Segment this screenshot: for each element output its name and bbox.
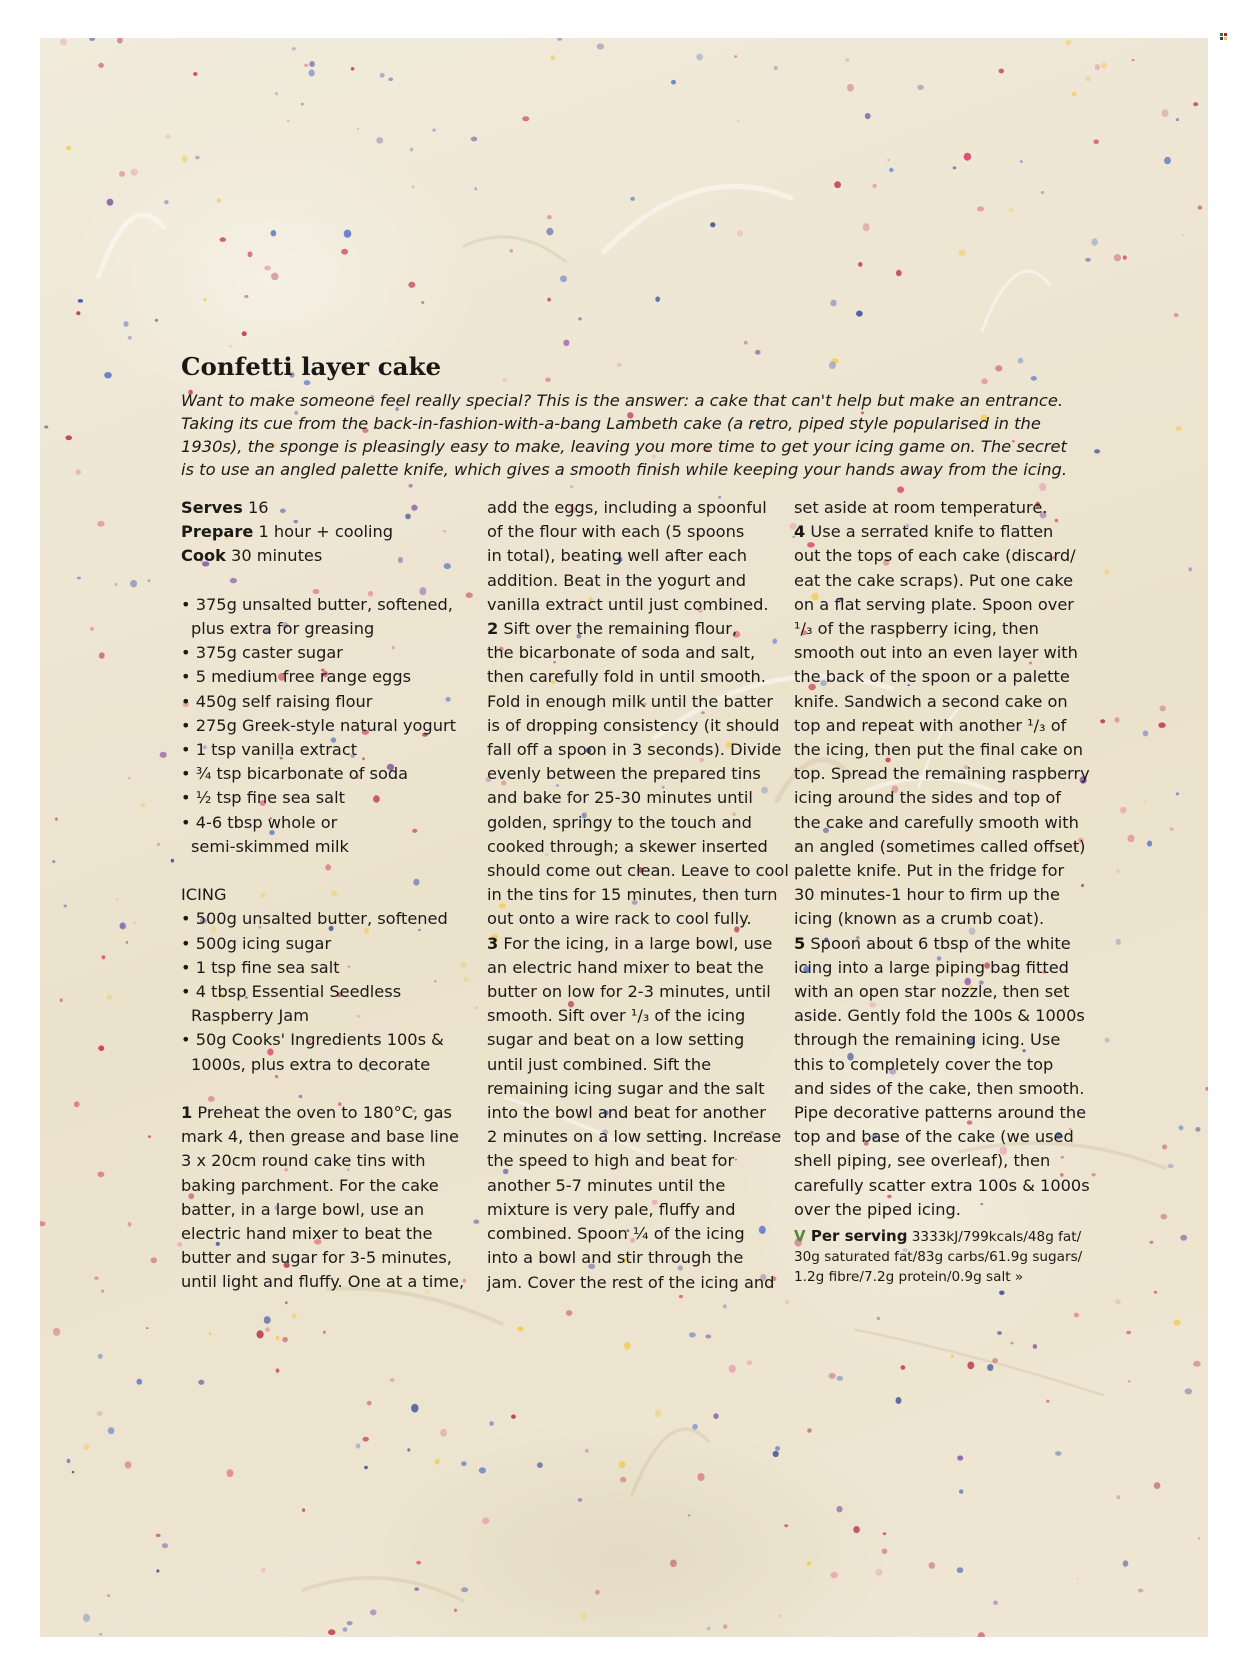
nutrition-text: 3333kJ/799kcals/48g fat/	[907, 1229, 1082, 1246]
step-number: 5	[794, 933, 806, 953]
step-line: until light and fluffy. One at a time,	[181, 1272, 465, 1292]
icing-line: • 1 tsp fine sea salt	[181, 957, 340, 977]
cook-line	[181, 544, 459, 568]
intro-line: 1930s), the sponge is pleasingly easy to make, leaving you more time to get your icing game on. The secret	[181, 437, 1067, 456]
step-line: the bicarbonate of soda and salt,	[487, 643, 756, 663]
step-line: eat the cake scraps). Put one cake	[794, 570, 1074, 590]
step-line: baking parchment. For the cake	[181, 1175, 439, 1195]
corner-color-mark	[1220, 33, 1227, 40]
step-text: Use a serrated knife to flatten	[805, 522, 1054, 542]
step-line: addition. Beat in the yogurt and	[487, 570, 746, 590]
step-line: Fold in enough milk until the batter	[487, 691, 774, 711]
nutrition-line: 1.2g fibre/7.2g protein/0.9g salt »	[794, 1269, 1024, 1286]
step-line	[487, 932, 777, 956]
intro-line: is to use an angled palette knife, which gives a smooth finish while keeping your hands away from the icing.	[181, 460, 1068, 479]
step-line: the speed to high and beat for	[487, 1151, 735, 1171]
serves-line	[181, 496, 459, 520]
step-line: palette knife. Put in the fridge for	[794, 861, 1065, 881]
step-line: cooked through; a skewer inserted	[487, 836, 768, 856]
step-line: icing into a large piping bag fitted	[794, 957, 1069, 977]
step-line: top and repeat with another ¹/₃ of	[794, 715, 1067, 735]
ingredient-line: • 5 medium free range eggs	[181, 667, 412, 687]
nutrition-info	[794, 1226, 1084, 1287]
icing-list	[181, 907, 459, 1076]
prepare-value: 1 hour + cooling	[253, 522, 394, 542]
icing-line: • 500g icing sugar	[181, 933, 332, 953]
step-line: butter on low for 2-3 minutes, until	[487, 982, 771, 1002]
step-line: out onto a wire rack to cool fully.	[487, 909, 752, 929]
step-line: over the piped icing.	[794, 1199, 961, 1219]
ingredient-line: • 275g Greek-style natural yogurt	[181, 715, 456, 735]
step-line: golden, springy to the touch and	[487, 812, 752, 832]
ingredient-line: • ¾ tsp bicarbonate of soda	[181, 764, 409, 784]
step-line: carefully scatter extra 100s & 1000s	[794, 1175, 1090, 1195]
step-line: an angled (sometimes called offset)	[794, 836, 1086, 856]
step-line: fall off a spoon in 3 seconds). Divide	[487, 740, 782, 760]
step-line	[487, 617, 777, 641]
step-line: then carefully fold in until smooth.	[487, 667, 766, 687]
step-line: remaining icing sugar and the salt	[487, 1078, 765, 1098]
column-method-right	[794, 496, 1090, 1287]
step-line: aside. Gently fold the 100s & 1000s	[794, 1006, 1085, 1026]
intro-line: Taking its cue from the back-in-fashion-with-a-bang Lambeth cake (a retro, piped style popularised in the	[181, 414, 1041, 433]
step-line: another 5-7 minutes until the	[487, 1175, 726, 1195]
step-text: For the icing, in a large bowl, use	[498, 933, 773, 953]
step-line: the back of the spoon or a palette	[794, 667, 1070, 687]
step-line: vanilla extract until just combined.	[487, 594, 769, 614]
step-line	[794, 520, 1084, 544]
step-line: electric hand mixer to beat the	[181, 1224, 433, 1244]
step-line: 30 minutes-1 hour to firm up the	[794, 885, 1060, 905]
step-line: shell piping, see overleaf), then	[794, 1151, 1051, 1171]
step-text: Preheat the oven to 180°C, gas	[192, 1103, 452, 1123]
icing-line: • 4 tbsp Essential Seedless	[181, 982, 402, 1002]
step-line: set aside at room temperature.	[794, 498, 1048, 517]
ingredient-line: • ½ tsp fine sea salt	[181, 788, 345, 808]
ingredient-line: • 450g self raising flour	[181, 691, 373, 711]
step-line: of the flour with each (5 spoons	[487, 522, 745, 542]
step-line: and bake for 25-30 minutes until	[487, 788, 753, 808]
step-line: icing around the sides and top of	[794, 788, 1061, 808]
step-number: 3	[487, 933, 499, 953]
recipe-intro	[181, 389, 1091, 481]
serves-label: Serves	[181, 498, 243, 517]
method-step-4	[794, 520, 1090, 931]
step-line: and sides of the cake, then smooth.	[794, 1078, 1085, 1098]
step-line: this to completely cover the top	[794, 1054, 1054, 1074]
step-line: 3 x 20cm round cake tins with	[181, 1151, 426, 1171]
step-line: into a bowl and stir through the	[487, 1248, 744, 1268]
step-line: in the tins for 15 minutes, then turn	[487, 885, 778, 905]
step-line: evenly between the prepared tins	[487, 764, 761, 784]
step-line: combined. Spoon ¼ of the icing	[487, 1224, 745, 1244]
step-line: the cake and carefully smooth with	[794, 812, 1079, 832]
step-text: Spoon about 6 tbsp of the white	[805, 933, 1071, 953]
step-line: 2 minutes on a low setting. Increase	[487, 1127, 782, 1147]
step-line: sugar and beat on a low setting	[487, 1030, 745, 1050]
step-line: until just combined. Sift the	[487, 1054, 712, 1074]
step-line: should come out clean. Leave to cool	[487, 861, 789, 881]
step-line: top. Spread the remaining raspberry	[794, 764, 1090, 784]
method-step-5	[794, 932, 1090, 1222]
intro-line: Want to make someone feel really special? This is the answer: a cake that can't help but make an entrance.	[181, 391, 1064, 410]
nutrition-line: 30g saturated fat/83g carbs/61.9g sugars/	[794, 1249, 1083, 1266]
method-step-2	[487, 617, 789, 932]
prepare-label: Prepare	[181, 522, 254, 542]
step-number: 1	[181, 1103, 193, 1123]
nutrition-line	[794, 1226, 1084, 1247]
step-line	[794, 932, 1084, 956]
ingredient-line: semi-skimmed milk	[191, 836, 349, 856]
step-line: through the remaining icing. Use	[794, 1030, 1061, 1050]
method-step-3	[487, 932, 782, 1295]
ingredient-line: • 375g unsalted butter, softened,	[181, 594, 453, 614]
icing-line: 1000s, plus extra to decorate	[191, 1054, 431, 1074]
step-line: add the eggs, including a spoonful	[487, 498, 767, 517]
step-line: the icing, then put the final cake on	[794, 740, 1084, 760]
ingredient-line: plus extra for greasing	[191, 619, 375, 638]
step-line: ¹/₃ of the raspberry icing, then	[794, 619, 1039, 639]
step-line: into the bowl and beat for another	[487, 1103, 766, 1123]
ingredient-line: • 375g caster sugar	[181, 643, 343, 663]
step-line: is of dropping consistency (it should	[487, 715, 780, 735]
icing-line: • 500g unsalted butter, softened	[181, 909, 448, 929]
step-line: top and base of the cake (we used	[794, 1127, 1074, 1147]
column-method-middle	[487, 496, 789, 1295]
icing-line: • 50g Cooks' Ingredients 100s &	[181, 1030, 444, 1050]
step-line: Pipe decorative patterns around the	[794, 1103, 1087, 1123]
ingredient-line: • 4-6 tbsp whole or	[181, 812, 338, 832]
step-line: mixture is very pale, fluffy and	[487, 1199, 736, 1219]
vegetarian-icon: V	[794, 1227, 806, 1246]
step-number: 4	[794, 522, 806, 542]
prepare-line	[181, 520, 459, 544]
ingredient-line: • 1 tsp vanilla extract	[181, 740, 358, 760]
step-line: in total), beating well after each	[487, 546, 748, 566]
step-line: mark 4, then grease and base line	[181, 1127, 459, 1147]
step-line	[181, 1101, 459, 1125]
serves-value: 16	[242, 498, 269, 517]
step-line: butter and sugar for 3-5 minutes,	[181, 1248, 452, 1268]
step-line: smooth out into an even layer with	[794, 643, 1078, 663]
step-line: jam. Cover the rest of the icing and	[487, 1272, 775, 1292]
step-line: batter, in a large bowl, use an	[181, 1199, 425, 1219]
recipe-title: Confetti layer cake	[181, 352, 442, 381]
cook-label: Cook	[181, 546, 226, 566]
step-text: Sift over the remaining flour,	[498, 619, 738, 639]
icing-line: Raspberry Jam	[191, 1006, 309, 1026]
per-serving-label: Per serving	[805, 1227, 908, 1246]
column-ingredients	[181, 496, 465, 1295]
cook-value: 30 minutes	[225, 546, 323, 566]
step-line: an electric hand mixer to beat the	[487, 957, 764, 977]
step-line: icing (known as a crumb coat).	[794, 909, 1045, 929]
step-line: knife. Sandwich a second cake on	[794, 691, 1068, 711]
method-step-1	[181, 1101, 465, 1295]
step-line: with an open star nozzle, then set	[794, 982, 1070, 1002]
icing-heading: ICING	[181, 885, 227, 905]
step-line: smooth. Sift over ¹/₃ of the icing	[487, 1006, 746, 1026]
step-line: out the tops of each cake (discard/	[794, 546, 1076, 566]
step-line: on a flat serving plate. Spoon over	[794, 594, 1074, 614]
ingredient-list	[181, 593, 459, 859]
step-number: 2	[487, 619, 499, 639]
